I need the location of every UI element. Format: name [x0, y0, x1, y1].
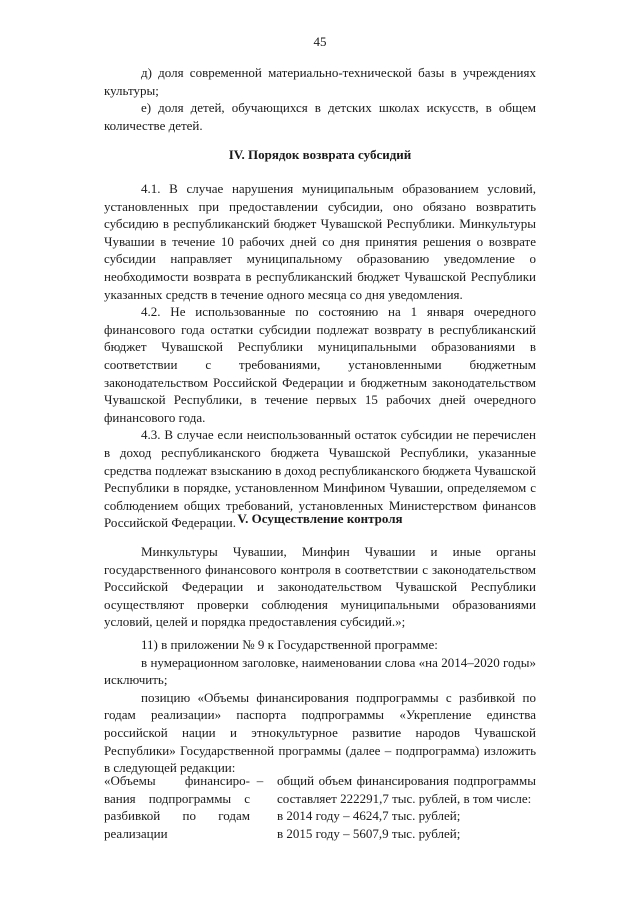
funding-label-line: «Объемы финансиро- — [104, 773, 250, 788]
section-4-title: IV. Порядок возврата субсидий — [228, 147, 412, 162]
intro-item-d: д) доля современной материально-технической базы в учреждениях культуры; — [104, 65, 536, 98]
section-4-body — [104, 180, 536, 532]
paragraph-4-1: 4.1. В случае нарушения муниципальным образованием условий, установленных при предоставлении субсидии, оно обязано возвратить субсидию в республиканский бюджет Чувашской Республики. Минкультуры Чувашии в течение 10 рабочих дней со дня принятия решения о возврате субсидии направляет муниципальному образованию уведомление о необходимости возврата в республиканский бюджет Чувашской Республики указанных средств в течение одного месяца со дня уведомления. — [104, 181, 536, 302]
amendment-item-11: 11) в приложении № 9 к Государственной программе: — [141, 637, 438, 652]
intro-item-e: е) доля детей, обучающихся в детских школах искусств, в общем количестве детей. — [104, 100, 536, 133]
intro-block — [104, 64, 536, 134]
funding-year-2015: в 2015 году – 5607,9 тыс. рублей; — [277, 825, 461, 841]
funding-table-dash: – — [256, 773, 264, 788]
amendments-block — [104, 636, 536, 777]
page-number: 45 — [313, 34, 327, 49]
paragraph-control: Минкультуры Чувашии, Минфин Чувашии и иные органы государственного финансового контроля в соответствии с законодательством Российской Федерации и законодательством Чувашской Республики осуществляют проверки соблюдения муниципальными образованиями условий, целей и порядка предоставления субсидий.»; — [104, 544, 536, 630]
paragraph-4-2: 4.2. Не использованные по состоянию на 1 января очередного финансового года остатки субсидии подлежат возврату в республиканский бюджет Чувашской Республики муниципальными образованиями в соответствии с требованиями, установленными бюджетным законодательством Российской Федерации и бюджетным законодательством Чувашской Республики, в течение первых 15 рабочих дней очередного финансового года. — [104, 304, 536, 425]
funding-total: общий объем финансирования подпрограммы составляет 222291,7 тыс. рублей, в том числе: — [277, 773, 536, 806]
funding-label-line: разбивкой по годам — [104, 808, 250, 824]
paragraph-4-3: 4.3. В случае если неиспользованный остаток субсидии не перечислен в доход республиканского бюджета Чувашской Республики, указанные средства подлежат взысканию в доход республиканского бюджета Чувашской Республики в порядке, установленном Минфином Чувашии, определяемом с соблюдением общих требований, установленных Министерством финансов Российской Федерации. — [104, 427, 536, 531]
section-5-body — [104, 543, 536, 631]
section-5-title: V. Осуществление контроля — [237, 511, 403, 526]
section-5 — [104, 510, 536, 528]
funding-label-line: вания подпрограммы с — [104, 790, 250, 806]
funding-label-line: реализации — [104, 825, 168, 841]
amendment-position-change: позицию «Объемы финансирования подпрограммы с разбивкой по годам реализации» паспорта подпрограммы «Укрепление единства российской нации и этнокультурное развитие народов Чувашской Республики» Государственной программы (далее – подпрограмма) изложить в следующей редакции: — [104, 689, 536, 776]
amendment-heading-change: в нумерационном заголовке, наименовании слова «на 2014–2020 годы» исключить; — [104, 654, 536, 688]
funding-year-2014: в 2014 году – 4624,7 тыс. рублей; — [277, 808, 461, 824]
section-4 — [104, 146, 536, 164]
funding-table-label — [104, 772, 250, 842]
funding-table-values — [277, 772, 536, 842]
